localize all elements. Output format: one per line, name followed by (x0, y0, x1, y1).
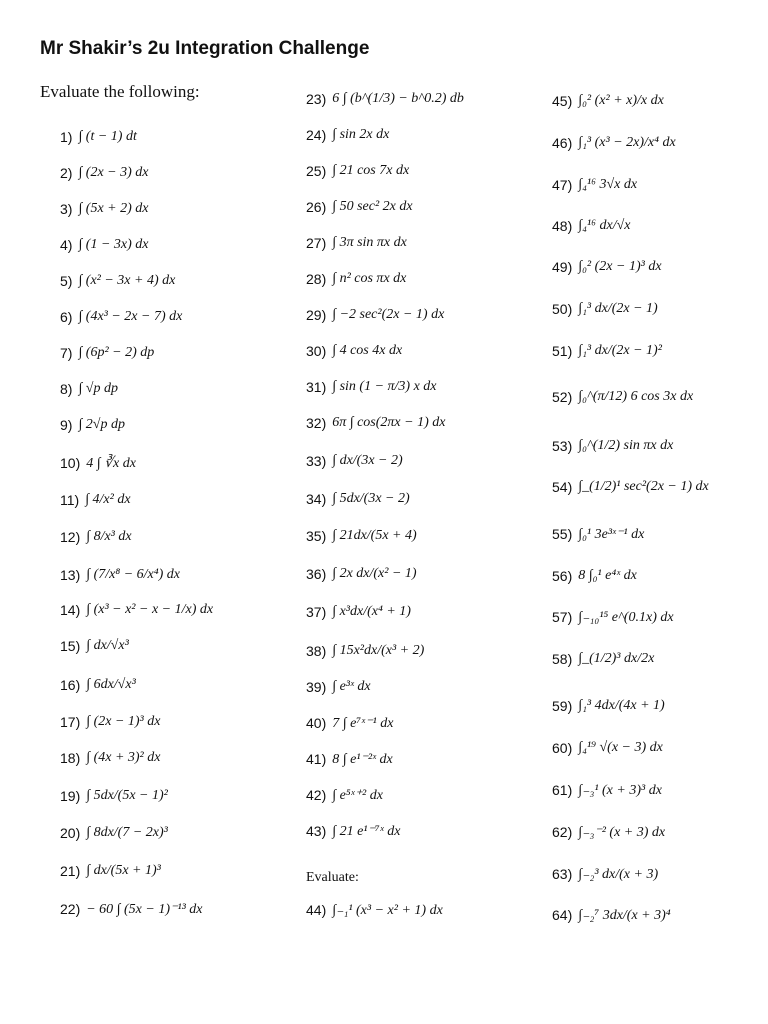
problem-36 (306, 557, 417, 591)
problem-number: 41) (306, 751, 327, 767)
problem-expression: ∫ 21 cos 7x dx (332, 163, 410, 178)
problem-number: 48) (552, 218, 573, 234)
problem-expression: ∫ 2x dx/(x² − 1) (332, 566, 417, 581)
problem-number: 47) (552, 177, 573, 193)
problem-63 (552, 857, 658, 891)
problem-number: 21) (60, 863, 81, 879)
problem-number: 24) (306, 127, 327, 143)
problem-19 (60, 779, 168, 813)
problem-64 (552, 898, 671, 932)
problem-expression: ∫₋₂⁷ 3dx/(x + 3)⁴ (578, 907, 671, 923)
problem-14 (60, 593, 213, 627)
problem-number: 45) (552, 93, 573, 109)
problem-number: 49) (552, 259, 573, 275)
problem-expression: ∫₋₃¹ (x + 3)³ dx (578, 782, 662, 798)
problem-expression: ∫₋₃⁻² (x + 3) dx (578, 824, 666, 840)
problem-number: 62) (552, 824, 573, 840)
problem-40 (306, 706, 393, 740)
problem-number: 63) (552, 866, 573, 882)
problem-number: 6) (60, 309, 73, 325)
problem-expression: ∫ 5dx/(3x − 2) (332, 491, 410, 506)
problem-expression: ∫ 4 cos 4x dx (332, 343, 403, 358)
problem-expression: ∫ sin (1 − π/3) x dx (332, 379, 437, 394)
problem-expression: ∫ 21 e¹⁻⁷ˣ dx (332, 823, 401, 839)
problem-32 (306, 406, 445, 440)
problem-20 (60, 816, 168, 850)
problem-4 (60, 228, 149, 262)
problem-expression: 4 ∫ ∛x dx (86, 455, 136, 471)
problem-29 (306, 298, 444, 332)
problem-number: 54) (552, 479, 573, 495)
problem-number: 12) (60, 529, 81, 545)
problem-expression: ∫₁³ dx/(2x − 1)² (578, 343, 662, 358)
subheading: Evaluate: (306, 870, 359, 885)
problem-23 (306, 82, 464, 116)
problem-58 (552, 642, 654, 676)
problem-number: 10) (60, 455, 81, 471)
problem-number: 16) (60, 677, 81, 693)
problem-10 (60, 446, 136, 480)
problem-number: 42) (306, 787, 327, 803)
problem-expression: ∫ e⁵ˣ⁺² dx (332, 787, 383, 803)
problem-13 (60, 558, 180, 592)
problem-expression: ∫_(1/2)³ dx/2x (578, 651, 655, 666)
problem-expression: ∫ (t − 1) dt (78, 129, 137, 144)
problem-39 (306, 670, 371, 704)
problem-number: 23) (306, 91, 327, 107)
problem-number: 57) (552, 609, 573, 625)
problem-expression: ∫ (6p² − 2) dp (78, 345, 155, 360)
problem-expression: ∫ 15x²dx/(x³ + 2) (332, 643, 425, 658)
problem-33 (306, 444, 403, 478)
problem-number: 8) (60, 381, 73, 397)
problem-number: 55) (552, 526, 573, 542)
problem-expression: ∫ (2x − 1)³ dx (86, 714, 161, 729)
problem-number: 40) (306, 715, 327, 731)
problem-expression: ∫ 6dx/√x³ (86, 677, 136, 692)
problem-number: 4) (60, 237, 73, 253)
problem-51 (552, 334, 662, 368)
problem-number: 64) (552, 907, 573, 923)
problem-number: 61) (552, 782, 573, 798)
problem-expression: ∫ √p dp (78, 381, 118, 396)
problem-56 (552, 559, 637, 593)
problem-expression: ∫₀^(1/2) sin πx dx (578, 438, 674, 453)
problem-number: 36) (306, 566, 327, 582)
problem-1 (60, 120, 137, 154)
problem-expression: ∫₀² (x² + x)/x dx (578, 93, 664, 108)
problem-60 (552, 731, 663, 765)
problem-12 (60, 520, 132, 554)
problem-53 (552, 429, 673, 463)
problem-number: 17) (60, 714, 81, 730)
problem-number: 26) (306, 199, 327, 215)
problem-number: 60) (552, 740, 573, 756)
problem-number: 2) (60, 165, 73, 181)
problem-number: 30) (306, 343, 327, 359)
problem-number: 34) (306, 491, 327, 507)
problem-expression: 6 ∫ (b^(1/3) − b^0.2) db (332, 91, 464, 106)
problem-number: 14) (60, 602, 81, 618)
problem-expression: ∫₁³ 4dx/(4x + 1) (578, 698, 665, 713)
problem-47 (552, 168, 637, 202)
problem-number: 11) (60, 492, 80, 508)
problem-46 (552, 126, 676, 160)
problem-11 (60, 483, 131, 517)
problem-number: 37) (306, 604, 327, 620)
problem-57 (552, 600, 674, 634)
problem-number: 25) (306, 163, 327, 179)
problem-expression: ∫ dx/(3x − 2) (332, 453, 403, 468)
problem-18 (60, 741, 160, 775)
problem-number: 31) (306, 379, 327, 395)
problem-number: 38) (306, 643, 327, 659)
problem-54 (552, 470, 709, 504)
problem-expression: ∫₁³ dx/(2x − 1) (578, 301, 658, 316)
problem-number: 56) (552, 568, 573, 584)
problem-expression: ∫ dx/(5x + 1)³ (86, 863, 161, 878)
problem-number: 39) (306, 679, 327, 695)
problem-59 (552, 689, 665, 723)
problem-number: 29) (306, 307, 327, 323)
problem-31 (306, 370, 437, 404)
problem-expression: ∫₀² (2x − 1)³ dx (578, 259, 662, 274)
page-title: Mr Shakir’s 2u Integration Challenge (40, 38, 370, 59)
problem-expression: ∫₄¹⁶ 3√x dx (578, 177, 638, 192)
problem-number: 9) (60, 417, 73, 433)
problem-number: 53) (552, 438, 573, 454)
problem-7 (60, 336, 154, 370)
problem-number: 20) (60, 825, 81, 841)
problem-expression: ∫ n² cos πx dx (332, 271, 407, 286)
problem-expression: ∫₀^(π/12) 6 cos 3x dx (578, 389, 694, 404)
problem-number: 51) (552, 343, 573, 359)
problem-expression: ∫ 5dx/(5x − 1)² (86, 788, 168, 803)
problem-43 (306, 814, 400, 848)
problem-49 (552, 250, 662, 284)
problem-expression: ∫ (4x³ − 2x − 7) dx (78, 309, 183, 324)
problem-expression: ∫ (x³ − x² − x − 1/x) dx (86, 602, 214, 617)
problem-number: 44) (306, 902, 327, 918)
problem-number: 7) (60, 345, 73, 361)
problem-expression: ∫ 50 sec² 2x dx (332, 199, 413, 214)
problem-expression: ∫_(1/2)¹ sec²(2x − 1) dx (578, 479, 709, 494)
problem-2 (60, 156, 149, 190)
problem-number: 58) (552, 651, 573, 667)
problem-37 (306, 595, 411, 629)
problem-expression: ∫₋₁¹ (x³ − x² + 1) dx (332, 902, 443, 918)
problem-number: 35) (306, 528, 327, 544)
problem-6 (60, 300, 182, 334)
problem-expression: ∫ −2 sec²(2x − 1) dx (332, 307, 445, 322)
problem-number: 13) (60, 567, 81, 583)
problem-44 (306, 893, 443, 927)
problem-expression: ∫ 4/x² dx (85, 492, 131, 507)
problem-expression: ∫ (7/x⁸ − 6/x⁴) dx (86, 567, 180, 582)
problem-number: 59) (552, 698, 573, 714)
problem-24 (306, 118, 389, 152)
problem-expression: ∫ (2x − 3) dx (78, 165, 149, 180)
problem-number: 18) (60, 750, 81, 766)
problem-expression: ∫ 3π sin πx dx (332, 235, 407, 250)
problem-expression: 8 ∫ e¹⁻²ˣ dx (332, 751, 393, 767)
problem-expression: ∫₋₂³ dx/(x + 3) (578, 866, 659, 882)
problem-41 (306, 742, 393, 776)
problem-16 (60, 668, 136, 702)
problem-number: 33) (306, 453, 327, 469)
problem-expression: 7 ∫ e⁷ˣ⁻¹ dx (332, 715, 394, 731)
problem-expression: ∫ 2√p dp (78, 417, 125, 432)
problem-expression: ∫ sin 2x dx (332, 127, 390, 142)
problem-expression: ∫₄¹⁹ √(x − 3) dx (578, 740, 663, 755)
problem-expression: ∫ (5x + 2) dx (78, 201, 149, 216)
problem-expression: 6π ∫ cos(2πx − 1) dx (332, 415, 446, 430)
problem-expression: ∫ 21dx/(5x + 4) (332, 528, 417, 543)
problem-28 (306, 262, 406, 296)
problem-expression: ∫ dx/√x³ (86, 638, 129, 653)
problem-expression: 8 ∫₀¹ e⁴ˣ dx (578, 568, 637, 583)
problem-expression: ∫ (4x + 3)² dx (86, 750, 161, 765)
problem-25 (306, 154, 409, 188)
problem-expression: − 60 ∫ (5x − 1)⁻¹³ dx (86, 901, 203, 917)
problem-number: 46) (552, 135, 573, 151)
problem-17 (60, 705, 160, 739)
problem-15 (60, 629, 129, 663)
problem-5 (60, 264, 175, 298)
problem-8 (60, 372, 118, 406)
problem-number: 50) (552, 301, 573, 317)
problem-22 (60, 892, 203, 926)
problem-number: 43) (306, 823, 327, 839)
problem-number: 15) (60, 638, 81, 654)
problem-number: 32) (306, 415, 327, 431)
problem-number: 52) (552, 389, 573, 405)
problem-expression: ∫ 8/x³ dx (86, 529, 132, 544)
problem-expression: ∫₀¹ 3e³ˣ⁻¹ dx (578, 526, 645, 542)
problem-expression: ∫ x³dx/(x⁴ + 1) (332, 604, 411, 619)
problem-expression: ∫ e³ˣ dx (332, 679, 371, 694)
problem-3 (60, 192, 149, 226)
problem-expression: ∫₋₁₀¹⁵ e^(0.1x) dx (578, 609, 674, 625)
problem-number: 22) (60, 901, 81, 917)
problem-number: 28) (306, 271, 327, 287)
problem-number: 19) (60, 788, 81, 804)
problem-34 (306, 482, 410, 516)
instructions: Evaluate the following: (40, 82, 200, 101)
problem-45 (552, 84, 664, 118)
problem-9 (60, 408, 125, 442)
problem-50 (552, 292, 658, 326)
problem-61 (552, 773, 662, 807)
problem-number: 27) (306, 235, 327, 251)
problem-expression: ∫₁³ (x³ − 2x)/x⁴ dx (578, 135, 676, 150)
problem-26 (306, 190, 413, 224)
problem-48 (552, 209, 631, 243)
problem-number: 3) (60, 201, 73, 217)
problem-expression: ∫ (1 − 3x) dx (78, 237, 149, 252)
problem-expression: ∫ 8dx/(7 − 2x)³ (86, 825, 168, 840)
problem-62 (552, 815, 665, 849)
problem-30 (306, 334, 402, 368)
problem-27 (306, 226, 407, 260)
problem-number: 5) (60, 273, 73, 289)
problem-expression: ∫ (x² − 3x + 4) dx (78, 273, 176, 288)
problem-55 (552, 517, 644, 551)
problem-21 (60, 854, 161, 888)
problem-52 (552, 380, 693, 414)
problem-35 (306, 519, 417, 553)
problem-number: 1) (60, 129, 73, 145)
problem-38 (306, 634, 424, 668)
problem-expression: ∫₄¹⁶ dx/√x (578, 218, 631, 233)
problem-42 (306, 778, 383, 812)
